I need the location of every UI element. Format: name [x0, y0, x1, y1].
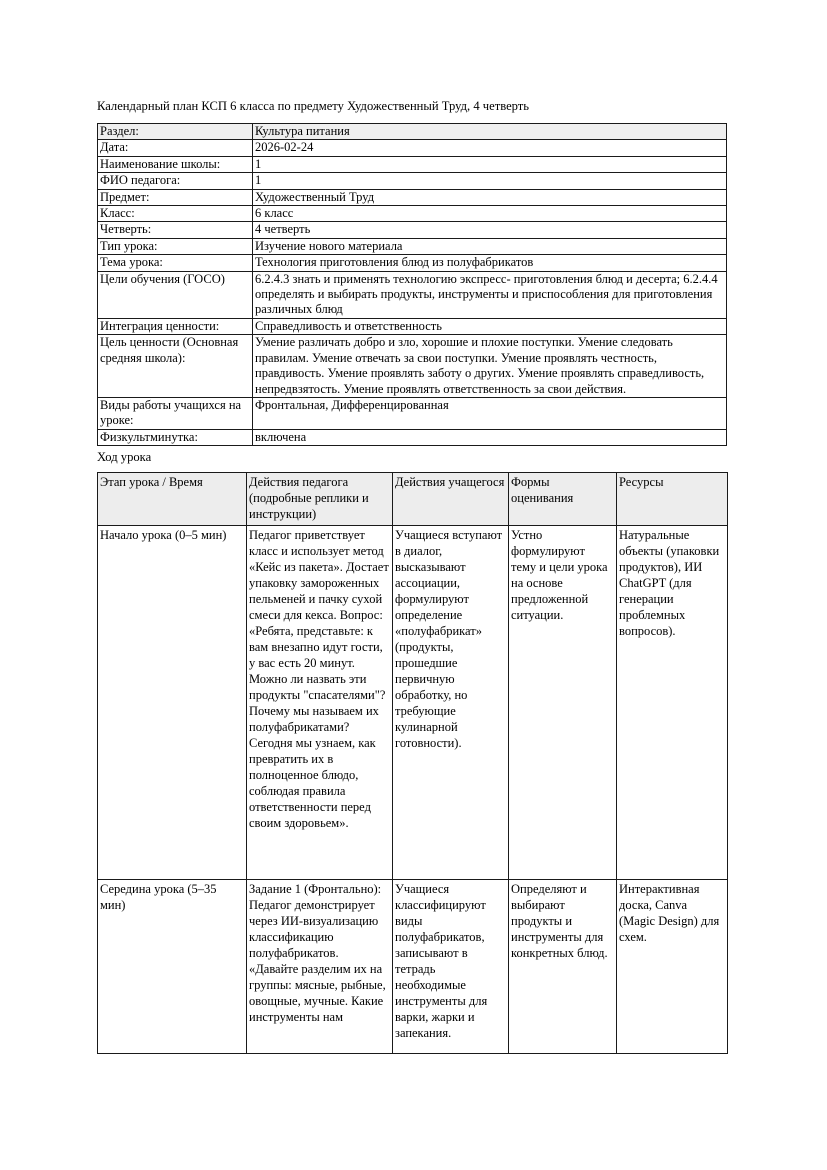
teacher-actions-cell [247, 880, 393, 1054]
info-row [98, 238, 727, 254]
teacher-actions-cell [247, 526, 393, 880]
info-label-cell: Наименование школы: [98, 156, 253, 172]
assessment-cell [509, 880, 617, 1054]
stage-cell [98, 526, 247, 880]
student-actions-text: Учащиеся классифицируют виды полуфабрикатов, записывают в тетрадь необходимые инструменты для варки, жарки и запекания. [395, 882, 488, 1041]
info-label-cell: Четверть: [98, 222, 253, 238]
resources-cell [617, 526, 728, 880]
table-row-lesson-middle [98, 880, 728, 1054]
assessment-text: Устно формулируют тему и цели урока на основе предложенной ситуации. [511, 528, 608, 623]
student-actions-cell [393, 880, 509, 1054]
info-row [98, 189, 727, 205]
stage-text: Начало урока (0–5 мин) [100, 528, 227, 543]
info-row [98, 335, 727, 398]
info-value-cell: Фронтальная, Дифференцированная [253, 397, 727, 429]
stage-text: Середина урока (5–35 мин) [100, 882, 217, 913]
info-label-cell: Дата: [98, 140, 253, 156]
table-row-lesson-start [98, 526, 728, 880]
info-label-cell: Цели обучения (ГОСО) [98, 271, 253, 318]
info-value-cell: 1 [253, 173, 727, 189]
page-content [97, 99, 727, 1054]
resources-text: Натуральные объекты (упаковки продуктов), ИИ ChatGPT (для генерации проблемных вопросов). [619, 528, 720, 639]
lesson-info-table [97, 123, 727, 446]
info-value-cell: Художественный Труд [253, 189, 727, 205]
teacher-actions-text: Задание 1 (Фронтально): Педагог демонстрирует через ИИ-визуализацию классификацию полуфабрикатов. «Давайте разделим их на группы: мясные, рыбные, овощные, мучные. Какие инструменты нам [249, 882, 386, 1025]
info-label-cell: Раздел: [98, 124, 253, 140]
info-label-cell: Интеграция ценности: [98, 318, 253, 334]
info-row [98, 397, 727, 429]
column-header-assessment: Формы оценивания [509, 473, 617, 526]
student-actions-cell [393, 526, 509, 880]
section-heading: Ход урока [97, 450, 152, 465]
info-value-cell: 2026-02-24 [253, 140, 727, 156]
info-value-cell: включена [253, 429, 727, 445]
student-actions-text: Учащиеся вступают в диалог, высказывают ассоциации, формулируют определение «полуфабрикат» (продукты, прошедшие первичную обработку, но требующие кулинарной готовности). [395, 528, 503, 751]
column-header-resources: Ресурсы [617, 473, 728, 526]
assessment-text: Определяют и выбирают продукты и инструменты для конкретных блюд. [511, 882, 608, 961]
info-row [98, 222, 727, 238]
info-row [98, 255, 727, 271]
info-label-cell: ФИО педагога: [98, 173, 253, 189]
info-label-cell: Цель ценности (Основная средняя школа): [98, 335, 253, 398]
info-value-cell: Изучение нового материала [253, 238, 727, 254]
info-row [98, 140, 727, 156]
info-row [98, 429, 727, 445]
info-row [98, 206, 727, 222]
info-label-cell: Класс: [98, 206, 253, 222]
info-value-cell: 1 [253, 156, 727, 172]
info-value-cell: Технология приготовления блюд из полуфабрикатов [253, 255, 727, 271]
info-value-cell: Умение различать добро и зло, хорошие и плохие поступки. Умение следовать правилам. Умение отвечать за свои поступки. Умение проявлять честность, правдивость. Умение проявлять заботу о других. Умение проявлять справедливость, непредвзятость. Умение проявлять ответственность за свои действия. [253, 335, 727, 398]
column-header-stage: Этап урока / Время [98, 473, 247, 526]
resources-text: Интерактивная доска, Canva (Magic Design) для схем. [619, 882, 720, 945]
info-label-cell: Виды работы учащихся на уроке: [98, 397, 253, 429]
info-label-cell: Предмет: [98, 189, 253, 205]
column-header-student-actions: Действия учащегося [393, 473, 509, 526]
resources-cell [617, 880, 728, 1054]
info-label-cell: Тип урока: [98, 238, 253, 254]
document-title: Календарный план КСП 6 класса по предмету Художественный Труд, 4 четверть [97, 99, 530, 113]
info-row [98, 318, 727, 334]
info-value-cell: 6 класс [253, 206, 727, 222]
info-value-cell: 6.2.4.3 знать и применять технологию экспресс- приготовления блюд и десерта; 6.2.4.4 определять и выбирать продукты, инструменты и приспособления для приготовления различных блюд [253, 271, 727, 318]
info-value-cell: Справедливость и ответственность [253, 318, 727, 334]
info-label-cell: Тема урока: [98, 255, 253, 271]
lesson-plan-table [97, 472, 728, 1054]
lesson-table-header-row [98, 473, 728, 526]
info-value-cell: 4 четверть [253, 222, 727, 238]
info-row [98, 271, 727, 318]
assessment-cell [509, 526, 617, 880]
info-value-cell: Культура питания [253, 124, 727, 140]
info-row [98, 156, 727, 172]
info-row [98, 173, 727, 189]
info-label-cell: Физкультминутка: [98, 429, 253, 445]
teacher-actions-text: Педагог приветствует класс и использует метод «Кейс из пакета». Достает упаковку замороженных пельменей и пачку сухой смеси для кекса. Вопрос: «Ребята, представьте: к вам внезапно идут гости, у вас есть 20 минут. Можно ли назвать эти продукты "спасателями"? Почему мы называем их полуфабрикатами? Сегодня мы узнаем, как превратить их в полноценное блюдо, соблюдая правила ответственности перед своим здоровьем». [249, 528, 389, 831]
stage-cell [98, 880, 247, 1054]
column-header-teacher-actions: Действия педагога (подробные реплики и инструкции) [247, 473, 393, 526]
info-row [98, 124, 727, 140]
